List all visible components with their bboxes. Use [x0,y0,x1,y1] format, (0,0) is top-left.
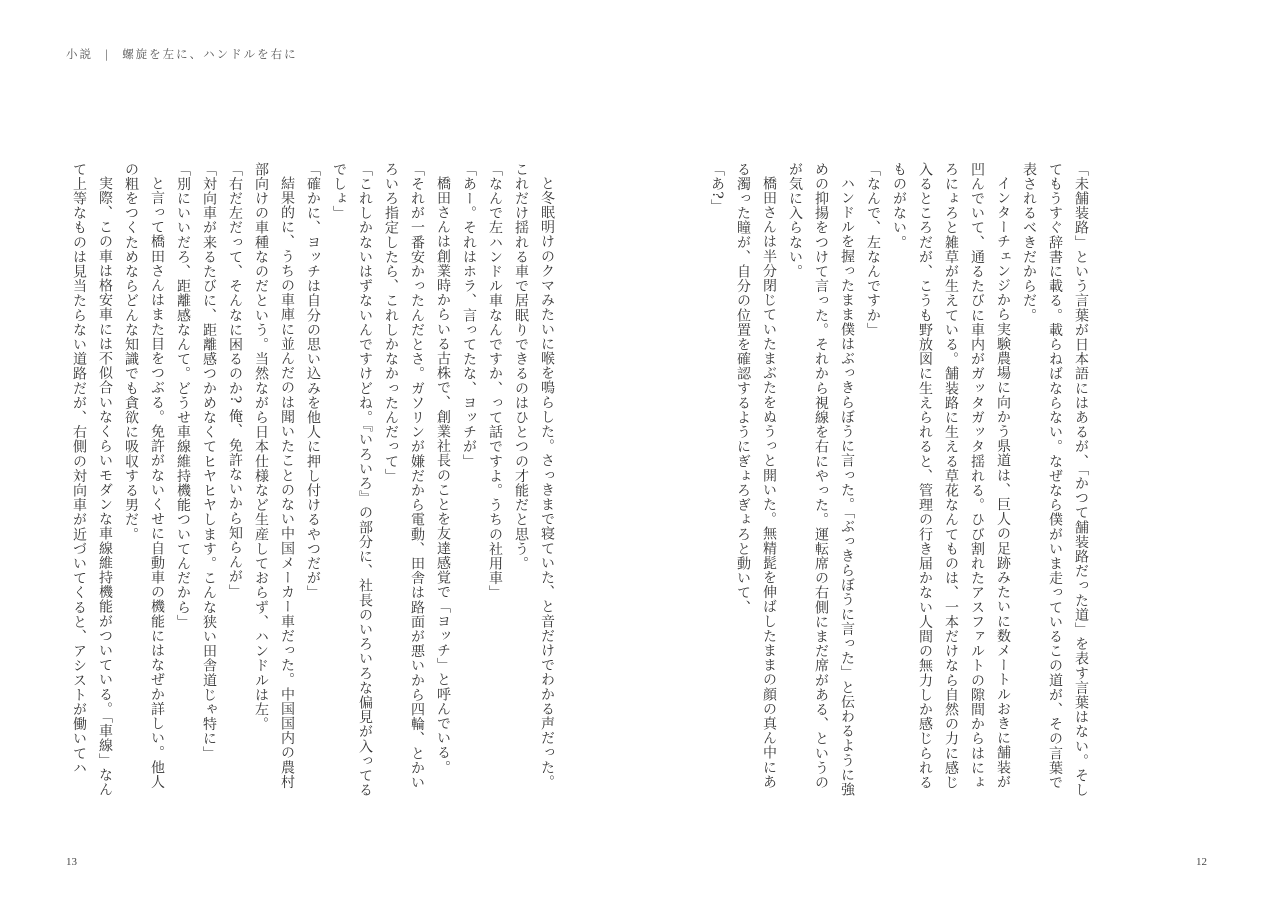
paragraph: 橋田さんは創業時からいる古株で、創業社長のことを友達感覚で「ヨッチ」と呼んでいる。 [435,176,451,775]
page-number-right: 12 [1196,856,1207,868]
paragraph: 「別にいいだろ、距離感なんて。どうせ車線維持機能ついてんだから」 [175,162,191,630]
paragraph: 「あー。それはホラ、言ってたな、ヨッチが」 [461,162,477,469]
running-head-category: 小説 [66,47,93,61]
paragraph: ハンドルを握ったまま僕はぶっきらぼうに言った。「ぶっきらぼうに言った」と伝わるように強めの抑揚をつけて言った。それから視線を右にやった。運転席の右側にまだ席がある、というのが気に入らない。 [787,162,855,797]
paragraph: と冬眠明けのクマみたいに喉を鳴らした。さっきまで寝ていた、と音だけでわかる声だった。これだけ揺れる車で居眠りできるのはひとつの才能だと思う。 [513,162,555,790]
paragraph: 「それが一番安かったんだとさ。ガソリンが嫌だから電動、田舎は路面が悪いから四輪、とかいろいろ指定したら、これしかなかったんだって」 [383,162,425,790]
right-page-text [709,162,1094,802]
running-head-title: 螺旋を左に、ハンドルを右に [122,47,298,61]
running-head [66,46,298,62]
paragraph: 実際、この車は格安車には不似合いなくらいモダンな車線維持機能がついている。「車線」なんて上等なものは見当たらない道路だが、右側の対向車が近づいてくると、アシストが働いてハ [71,162,113,797]
paragraph: 結果的に、うちの車庫に並んだのは聞いたことのない中国メーカー車だった。中国国内の農村部向けの車種なのだという。当然ながら日本仕様など生産しておらず、ハンドルは左。 [253,162,295,790]
paragraph: 「対向車が来るたびに、距離感つかめなくてヒヤヒヤします。こんな狭い田舎道じゃ特に」 [201,162,217,761]
paragraph: 「未舗装路」という言葉が日本語にはあるが、「かつて舗装路だった道」を表す言葉はない。そしてもうすぐ辞書に載る。載らねばならない。なぜなら僕がいま走っているこの道が、その言葉で表されるべきだからだ。 [1021,162,1089,798]
paragraph: 「これしかないはずないんですけどね。『いろいろ』の部分に、社長のいろいろな偏見が入ってるでしょ」 [331,162,373,798]
paragraph: インターチェンジから実験農場に向かう県道は、巨人の足跡みたいに数メートルおきに舗装が凹んでいて、通るたびに車内がガッタガッタ揺れる。ひび割れたアスファルトの隙間からはにょろにょろと雑草が生えている。舗装路に生える草花なんてものは、一本だけなら自然の力に感じ入るところだが、こうも野放図に生えられると、管理の行き届かない人間の無力しか感じられるものがない。 [891,162,1011,790]
paragraph: 「あ?」 [709,162,725,214]
running-head-separator: | [104,47,111,61]
left-page-text [60,162,560,802]
paragraph: 「右だ左だって、そんなに困るのか? 俺、免許ないから知らんが」 [227,162,243,599]
paragraph: 「確かに、ヨッチは自分の思い込みを他人に押し付けるやつだが」 [305,162,321,600]
paragraph: 橋田さんは半分閉じていたまぶたをぬうっと開いた。無精髭を伸ばしたままの顔の真ん中にある濁った瞳が、自分の位置を確認するようにぎょろぎょろと動いて、 [735,162,777,790]
paragraph: と言って橋田さんはまた目をつぶる。免許がないくせに自動車の機能にはなぜか詳しい。他人の粗をつくためならどんな知識でも貪欲に吸収する男だ。 [123,162,165,790]
paragraph: 「なんで、左なんですか」 [865,162,881,338]
paragraph: 「なんで左ハンドル車なんですか、って話ですよ。うちの社用車」 [487,162,503,600]
page-number-left: 13 [66,856,77,868]
